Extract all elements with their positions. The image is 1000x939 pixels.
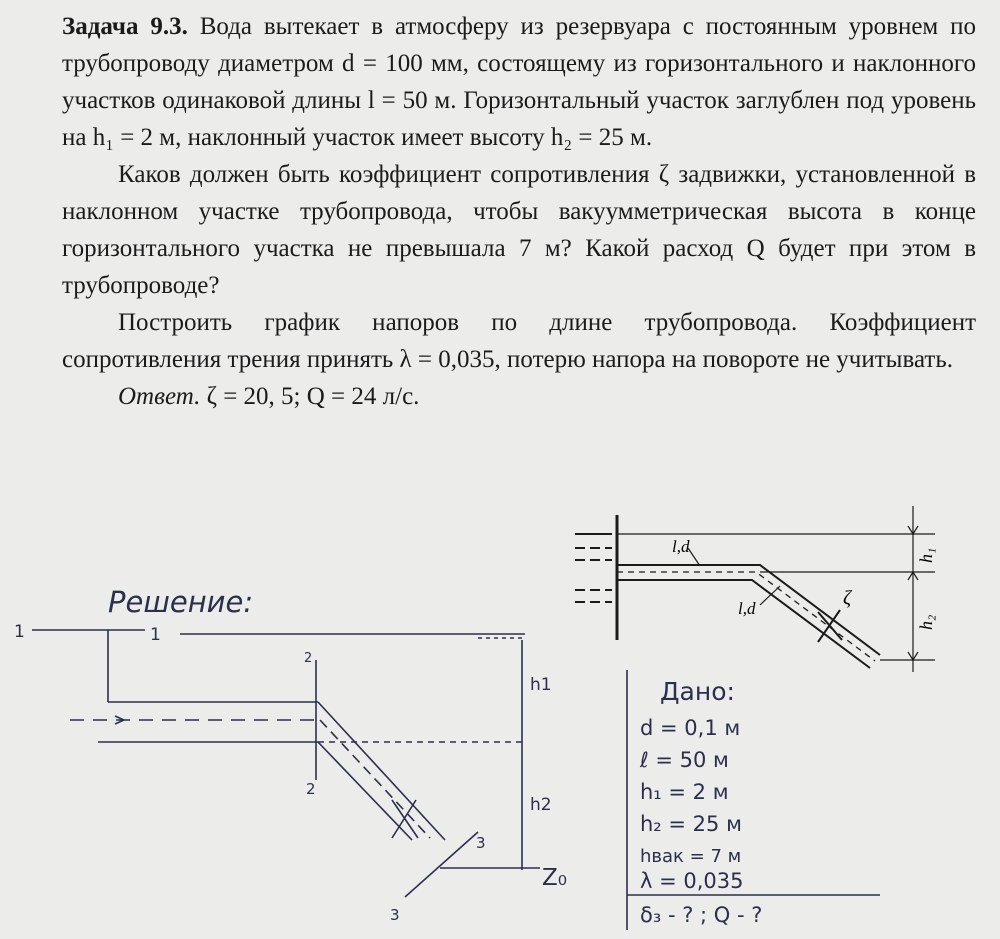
solution-title: Решение: — [108, 585, 254, 619]
find-line: δ₃ - ? ; Q - ? — [640, 903, 763, 927]
section-1-right-label: 1 — [150, 625, 161, 645]
given-item-hvak: hвак = 7 м — [640, 846, 742, 867]
answer-label: Ответ. — [118, 383, 201, 410]
given-item-l: ℓ = 50 м — [640, 748, 729, 772]
given-item-h1: h₁ = 2 м — [640, 780, 729, 804]
problem-paragraph-3: Построить график напоров по длине трубопровода. Коэффициент сопротивления трения принять λ = 0,035, потерю напора на повороте не учитывать. — [62, 309, 976, 373]
fig-label-ld-top: l,d — [672, 537, 690, 556]
problem-paragraph-2: Каков должен быть коэффициент сопротивления ζ задвижки, установленной в наклонном участке трубопровода, чтобы вакуумметрическая высота в конце горизонтального участка не превышала 7 м? Какой расход Q будет при этом в трубопроводе? — [62, 161, 976, 299]
answer-value: ζ = 20, 5; Q = 24 л/с. — [206, 383, 420, 410]
task-number: Задача 9.3. — [62, 13, 188, 40]
given-title: Дано: — [660, 677, 735, 706]
h2-label: h2 — [530, 795, 552, 815]
condition-text: Вода вытекает в атмосферу из резервуара с постоянным уровнем по трубопроводу диаметром d = 100 мм, состоящему из горизонтального и наклонного участков одинаковой длины l = 50 м. Горизонтальный участок заглублен под уровень на h₁ = 2 м, наклонный участок имеет высоту h₂ = 25 м. — [62, 13, 977, 151]
section-3-right-label: 3 — [476, 834, 486, 852]
section-1-left-label: 1 — [14, 622, 25, 642]
given-item-h2: h₂ = 25 м — [640, 812, 742, 836]
section-3-bottom-label: 3 — [390, 906, 400, 924]
h1-label: h1 — [530, 675, 552, 695]
given-item-lambda: λ = 0,035 — [640, 869, 744, 893]
section-2-top-label: 2 — [304, 651, 313, 666]
fig-label-zeta: ζ — [843, 587, 852, 609]
fig-label-h1: h₁ — [916, 547, 936, 563]
fig-label-h2: h₂ — [916, 614, 936, 630]
given-item-d: d = 0,1 м — [640, 716, 741, 740]
section-2-bottom-label: 2 — [306, 780, 316, 798]
z0-label: Z₀ — [542, 865, 567, 891]
fig-label-ld-bottom: l,d — [738, 599, 756, 618]
